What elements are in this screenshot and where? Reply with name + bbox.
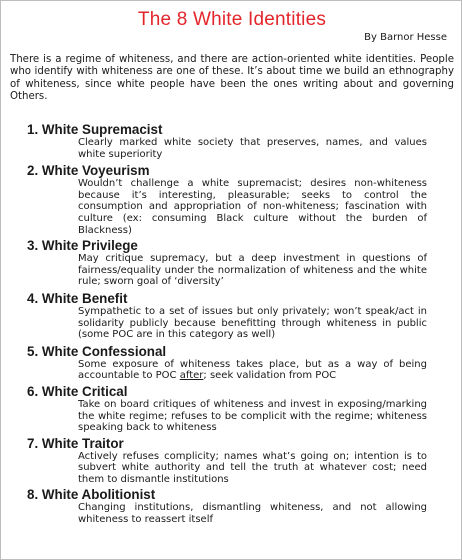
description-text: Some exposure of whiteness takes place, but as a way of being accountable to POC	[78, 358, 427, 382]
identity-title: 6. White Critical	[27, 383, 128, 399]
identity-description: May critique supremacy, but a deep investment in questions of fairness/equality under the normalization of whiteness and the white rule; sworn goal of ‘diversity’	[78, 253, 427, 288]
identity-description: Take on board critiques of whiteness and invest in exposing/marking the white regime; refuses to be complicit with the regime; whiteness speaking back to whiteness	[78, 398, 427, 434]
identity-title: 1. White Supremacist	[27, 122, 163, 137]
document-title: The 8 White Identities	[137, 9, 327, 30]
identity-title: 3. White Privilege	[27, 238, 138, 254]
identity-title: 5. White Confessional	[27, 343, 167, 359]
identity-item	[27, 384, 427, 434]
identity-title: 8. White Abolitionist	[27, 487, 156, 503]
underlined-word: after	[179, 370, 204, 382]
identity-title: 2. White Voyeurism	[27, 163, 150, 179]
identity-item	[27, 344, 427, 382]
identity-description	[78, 359, 427, 382]
identity-item	[27, 238, 427, 288]
identities-list	[27, 122, 427, 526]
identity-title: 7. White Traitor	[27, 435, 124, 451]
identity-title: 4. White Benefit	[27, 290, 128, 306]
identity-item	[27, 163, 427, 236]
identity-item	[27, 436, 427, 486]
identity-item	[27, 122, 427, 160]
identity-description: Clearly marked white society that preserves, names, and values white superiority	[78, 137, 427, 160]
identity-item	[27, 291, 427, 341]
identity-description: Changing institutions, dismantling whiteness, and not allowing whiteness to reassert itself	[78, 502, 427, 526]
description-text: ; seek validation from POC	[203, 370, 337, 382]
identity-description: Sympathetic to a set of issues but only privately; won’t speak/act in solidarity publicly because benefitting through whiteness in public (some POC are in this category as well)	[78, 305, 427, 341]
identity-description: Actively refuses complicity; names what’s going on; intention is to subvert white authority and tell the truth at whatever cost; need them to dismantle institutions	[78, 450, 427, 485]
identity-item	[27, 487, 427, 525]
author-byline: By Barnor Hesse	[364, 32, 447, 43]
intro-paragraph: There is a regime of whiteness, and there are action-oriented white identities. People who identify with whiteness are one of these. It’s about time we build an ethnography of whiteness, since white people have been the ones writing about and governing Others.	[10, 54, 454, 102]
identity-description: Wouldn’t challenge a white supremacist; desires non-whiteness because it’s interesting, pleasurable; seeks to control the consumption and appropriation of non-whiteness; fascination with culture (ex: consuming Black culture without the burden of Blackness)	[78, 178, 427, 236]
